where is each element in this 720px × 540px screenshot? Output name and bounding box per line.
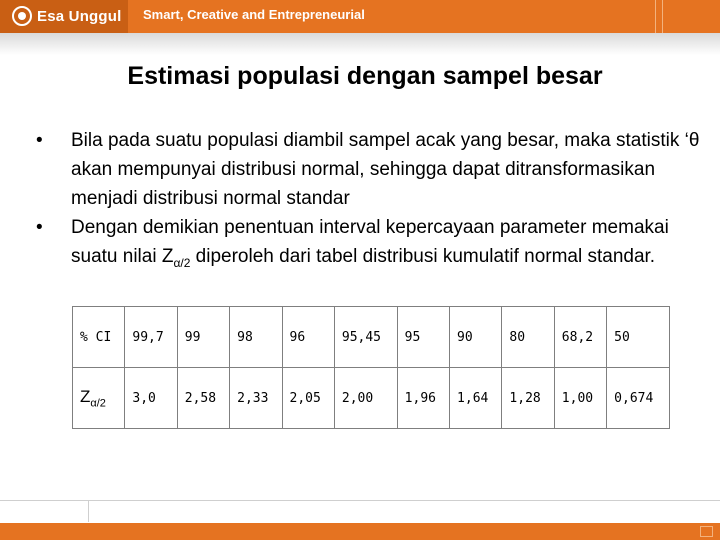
table-cell: 0,674 <box>607 368 670 429</box>
table-cell: 2,58 <box>177 368 229 429</box>
footer-bar <box>0 523 720 540</box>
table-cell: 96 <box>282 307 334 368</box>
table-cell: 1,96 <box>397 368 449 429</box>
table-cell: 3,0 <box>125 368 177 429</box>
bullet-icon: • <box>36 130 43 151</box>
table-cell: 99,7 <box>125 307 177 368</box>
header-banner <box>0 0 720 33</box>
z-label: Z <box>80 386 91 406</box>
table-row-z <box>73 368 670 429</box>
tagline: Smart, Creative and Entrepreneurial <box>143 7 365 22</box>
bullet-list <box>36 126 706 278</box>
table-cell: 1,00 <box>554 368 606 429</box>
bullet-text-part: diperoleh dari tabel distribusi kumulatif normal standar. <box>190 246 656 267</box>
table-cell: 2,00 <box>334 368 397 429</box>
table-row-ci <box>73 307 670 368</box>
header-decoration <box>655 0 663 33</box>
bullet-item <box>36 126 706 213</box>
header-shadow <box>0 33 720 55</box>
footer-decoration <box>700 526 713 537</box>
bullet-icon: • <box>36 217 43 238</box>
table-cell: 90 <box>450 307 502 368</box>
table-cell: 2,33 <box>230 368 282 429</box>
table-cell: 98 <box>230 307 282 368</box>
bullet-text <box>71 217 669 270</box>
bullet-text-part: Dengan demikian penentuan interval kepercayaan parameter memakai suatu nilai Z <box>71 217 669 267</box>
table-cell: 50 <box>607 307 670 368</box>
esa-unggul-logo-icon <box>12 6 32 26</box>
table-cell: 99 <box>177 307 229 368</box>
table-cell: 1,28 <box>502 368 554 429</box>
table-cell: 2,05 <box>282 368 334 429</box>
table-cell: 68,2 <box>554 307 606 368</box>
logo-text: Esa Unggul <box>37 7 122 25</box>
footer-divider-vertical <box>88 500 720 522</box>
logo <box>12 6 122 26</box>
row-label-z <box>73 368 125 429</box>
slide-title: Estimasi populasi dengan sampel besar <box>127 62 603 90</box>
bullet-text: Bila pada suatu populasi diambil sampel acak yang besar, maka statistik ‘θ akan mempunyai distribusi normal, sehingga dapat ditransformasikan menjadi distribusi normal standar <box>71 130 700 209</box>
table-cell: 95,45 <box>334 307 397 368</box>
bullet-subscript: α/2 <box>173 255 191 270</box>
table-cell: 80 <box>502 307 554 368</box>
table-cell: 95 <box>397 307 449 368</box>
row-label-ci: % CI <box>73 307 125 368</box>
table-cell: 1,64 <box>450 368 502 429</box>
z-label-subscript: α/2 <box>90 397 106 410</box>
bullet-item <box>36 213 706 278</box>
z-value-table <box>72 306 670 429</box>
